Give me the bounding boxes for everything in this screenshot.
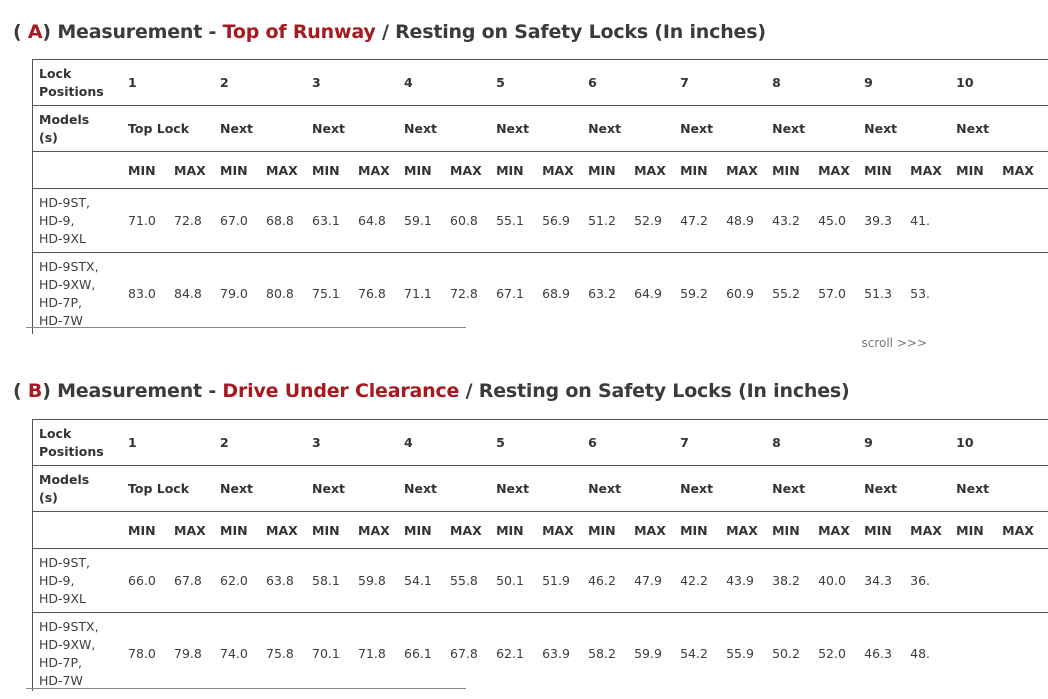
value-cell: 60.9: [726, 286, 754, 302]
section-b-letter: B: [27, 380, 43, 402]
position-9-header: 9: [864, 75, 873, 90]
value-cell: 50.1: [496, 573, 524, 588]
value-cell: 83.0: [128, 286, 156, 302]
min-label: MIN: [128, 522, 156, 538]
min-label: MIN: [404, 162, 432, 178]
lock-name: Next: [956, 121, 990, 136]
lock-positions-header: Lock Positions: [39, 65, 104, 99]
value-cell: 48.: [910, 646, 931, 662]
max-label: MAX: [542, 522, 574, 538]
models-row: [33, 466, 1048, 512]
value-cell: 67.8: [174, 573, 202, 588]
section-a-table-scroller[interactable]: [32, 59, 1034, 334]
value-cell: 68.8: [266, 213, 294, 228]
value-cell: 75.8: [266, 646, 294, 662]
section-b-table: [33, 419, 1048, 695]
models-header: Models (s): [39, 471, 90, 505]
value-cell: 74.0: [220, 646, 248, 662]
value-cell: 46.2: [588, 573, 616, 588]
position-1-header: 1: [128, 75, 137, 90]
position-10-header: 10: [956, 435, 974, 450]
lock-name: Next: [588, 121, 622, 136]
position-3-header: 3: [312, 75, 321, 90]
min-label: MIN: [588, 522, 616, 538]
lock-name: Next: [312, 481, 346, 496]
horizontal-scrollbar[interactable]: [26, 688, 466, 689]
models-cell: HD-9ST, HD-9, HD-9XL: [39, 194, 91, 246]
position-8-header: 8: [772, 75, 781, 90]
min-label: MIN: [772, 162, 800, 178]
max-label: MAX: [266, 522, 298, 538]
value-cell: 64.9: [634, 286, 662, 302]
position-4-header: 4: [404, 75, 413, 90]
value-cell: 40.0: [818, 573, 846, 588]
min-label: MIN: [772, 522, 800, 538]
value-cell: [956, 549, 1002, 613]
lock-name: Next: [772, 121, 806, 136]
max-label: MAX: [726, 162, 758, 178]
lock-name: Next: [404, 121, 438, 136]
value-cell: [1002, 549, 1048, 613]
position-3-header: 3: [312, 435, 321, 450]
value-cell: 55.1: [496, 213, 524, 228]
min-label: MIN: [128, 162, 156, 178]
models-cell: HD-9ST, HD-9, HD-9XL: [39, 554, 91, 606]
max-label: MAX: [634, 162, 666, 178]
section-a-highlight: Top of Runway: [222, 21, 376, 43]
min-label: MIN: [680, 522, 708, 538]
value-cell: 43.2: [772, 213, 800, 228]
position-1-header: 1: [128, 435, 137, 450]
value-cell: 58.1: [312, 573, 340, 588]
value-cell: 51.9: [542, 573, 570, 588]
lock-name: Next: [680, 481, 714, 496]
value-cell: 45.0: [818, 213, 846, 228]
position-6-header: 6: [588, 75, 597, 90]
value-cell: [1002, 253, 1048, 335]
max-label: MAX: [358, 162, 390, 178]
value-cell: 72.8: [450, 286, 478, 302]
lock-name: Next: [220, 481, 253, 496]
value-cell: [1002, 189, 1048, 253]
blank-cell: [33, 152, 128, 189]
value-cell: 42.2: [680, 573, 708, 588]
max-label: MAX: [818, 522, 850, 538]
value-cell: 51.3: [864, 286, 892, 302]
lock-positions-row: [33, 60, 1048, 106]
value-cell: 58.2: [588, 646, 616, 662]
max-label: MAX: [358, 522, 390, 538]
min-label: MIN: [220, 522, 248, 538]
table-row: [33, 613, 1048, 695]
value-cell: 46.3: [864, 646, 892, 662]
table-row: [33, 189, 1048, 253]
lock-name: Next: [864, 121, 898, 136]
max-label: MAX: [910, 522, 942, 538]
value-cell: 68.9: [542, 286, 570, 302]
lock-name: Next: [588, 481, 622, 496]
min-label: MIN: [312, 522, 340, 538]
value-cell: 41.: [910, 213, 931, 228]
value-cell: 56.9: [542, 213, 570, 228]
horizontal-scrollbar[interactable]: [26, 327, 466, 328]
section-b-heading: ( B) Measurement - Drive Under Clearance / Resting on Safety Locks (In inches): [13, 380, 850, 402]
value-cell: 47.2: [680, 213, 708, 228]
max-label: MAX: [1002, 162, 1034, 178]
value-cell: 79.0: [220, 286, 248, 302]
table-row: [33, 253, 1048, 335]
max-label: MAX: [174, 162, 206, 178]
value-cell: 80.8: [266, 286, 294, 302]
value-cell: 57.0: [818, 286, 846, 302]
value-cell: 78.0: [128, 646, 156, 662]
min-label: MIN: [680, 162, 708, 178]
value-cell: 47.9: [634, 573, 662, 588]
models-header: Models (s): [39, 111, 90, 145]
lock-name: Next: [956, 481, 990, 496]
position-2-header: 2: [220, 435, 229, 450]
lock-name: Top Lock: [128, 121, 190, 136]
models-cell: HD-9STX, HD-9XW, HD-7P, HD-7W: [39, 618, 99, 688]
value-cell: [956, 253, 1002, 335]
section-b-highlight: Drive Under Clearance: [222, 380, 460, 402]
value-cell: 71.0: [128, 213, 156, 228]
value-cell: 62.0: [220, 573, 248, 588]
value-cell: 50.2: [772, 646, 800, 662]
value-cell: 63.9: [542, 646, 570, 662]
lock-name: Next: [404, 481, 438, 496]
lock-name: Top Lock: [128, 481, 190, 496]
min-label: MIN: [956, 162, 984, 178]
value-cell: 67.8: [450, 646, 478, 662]
value-cell: 64.8: [358, 213, 386, 228]
max-label: MAX: [174, 522, 206, 538]
position-6-header: 6: [588, 435, 597, 450]
value-cell: 76.8: [358, 286, 386, 302]
value-cell: 66.1: [404, 646, 432, 662]
value-cell: 59.2: [680, 286, 708, 302]
position-7-header: 7: [680, 435, 689, 450]
value-cell: 67.0: [220, 213, 248, 228]
position-2-header: 2: [220, 75, 229, 90]
value-cell: 38.2: [772, 573, 800, 588]
value-cell: 79.8: [174, 646, 202, 662]
value-cell: 59.8: [358, 573, 386, 588]
value-cell: 67.1: [496, 286, 524, 302]
value-cell: 72.8: [174, 213, 202, 228]
min-label: MIN: [496, 162, 524, 178]
section-a-table: [33, 59, 1048, 335]
min-label: MIN: [496, 522, 524, 538]
value-cell: 52.0: [818, 646, 846, 662]
value-cell: 48.9: [726, 213, 754, 228]
min-label: MIN: [220, 162, 248, 178]
value-cell: 84.8: [174, 286, 202, 302]
max-label: MAX: [266, 162, 298, 178]
section-b-table-scroller[interactable]: [32, 419, 1034, 691]
table-row: [33, 549, 1048, 613]
value-cell: 66.0: [128, 573, 156, 588]
value-cell: 63.8: [266, 573, 294, 588]
lock-name: Next: [312, 121, 346, 136]
min-label: MIN: [404, 522, 432, 538]
position-8-header: 8: [772, 435, 781, 450]
value-cell: 43.9: [726, 573, 754, 588]
min-max-row: [33, 512, 1048, 549]
blank-cell: [33, 512, 128, 549]
min-label: MIN: [864, 162, 892, 178]
value-cell: 59.9: [634, 646, 662, 662]
position-4-header: 4: [404, 435, 413, 450]
lock-name: Next: [496, 121, 530, 136]
value-cell: 75.1: [312, 286, 340, 302]
value-cell: 70.1: [312, 646, 340, 662]
value-cell: 53.: [910, 286, 931, 302]
min-max-row: [33, 152, 1048, 189]
min-label: MIN: [312, 162, 340, 178]
models-row: [33, 106, 1048, 152]
value-cell: 63.1: [312, 213, 340, 228]
value-cell: 51.2: [588, 213, 616, 228]
value-cell: 55.8: [450, 573, 478, 588]
lock-positions-header: Lock Positions: [39, 425, 104, 459]
position-5-header: 5: [496, 75, 505, 90]
max-label: MAX: [1002, 522, 1034, 538]
lock-name: Next: [496, 481, 530, 496]
value-cell: 62.1: [496, 646, 524, 662]
lock-name: Next: [220, 121, 253, 136]
scroll-hint: scroll >>>: [861, 336, 927, 350]
max-label: MAX: [726, 522, 758, 538]
value-cell: 52.9: [634, 213, 662, 228]
lock-name: Next: [772, 481, 806, 496]
value-cell: 59.1: [404, 213, 432, 228]
max-label: MAX: [818, 162, 850, 178]
lock-name: Next: [680, 121, 714, 136]
value-cell: 54.2: [680, 646, 708, 662]
min-label: MIN: [588, 162, 616, 178]
value-cell: 60.8: [450, 213, 478, 228]
min-label: MIN: [864, 522, 892, 538]
section-a-letter: A: [27, 21, 43, 43]
lock-positions-row: [33, 420, 1048, 466]
value-cell: 55.2: [772, 286, 800, 302]
value-cell: 39.3: [864, 213, 892, 228]
value-cell: 71.1: [404, 286, 432, 302]
value-cell: 71.8: [358, 646, 386, 662]
value-cell: 63.2: [588, 286, 616, 302]
position-9-header: 9: [864, 435, 873, 450]
position-10-header: 10: [956, 75, 974, 90]
max-label: MAX: [450, 522, 482, 538]
section-a-heading: ( A) Measurement - Top of Runway / Resting on Safety Locks (In inches): [13, 21, 766, 43]
value-cell: 55.9: [726, 646, 754, 662]
lock-name: Next: [864, 481, 898, 496]
min-label: MIN: [956, 522, 984, 538]
max-label: MAX: [910, 162, 942, 178]
position-7-header: 7: [680, 75, 689, 90]
value-cell: [1002, 613, 1048, 695]
models-cell: HD-9STX, HD-9XW, HD-7P, HD-7W: [39, 258, 99, 328]
value-cell: 54.1: [404, 573, 432, 588]
value-cell: 34.3: [864, 573, 892, 588]
max-label: MAX: [542, 162, 574, 178]
max-label: MAX: [450, 162, 482, 178]
value-cell: [956, 189, 1002, 253]
position-5-header: 5: [496, 435, 505, 450]
value-cell: [956, 613, 1002, 695]
value-cell: 36.: [910, 573, 931, 588]
max-label: MAX: [634, 522, 666, 538]
